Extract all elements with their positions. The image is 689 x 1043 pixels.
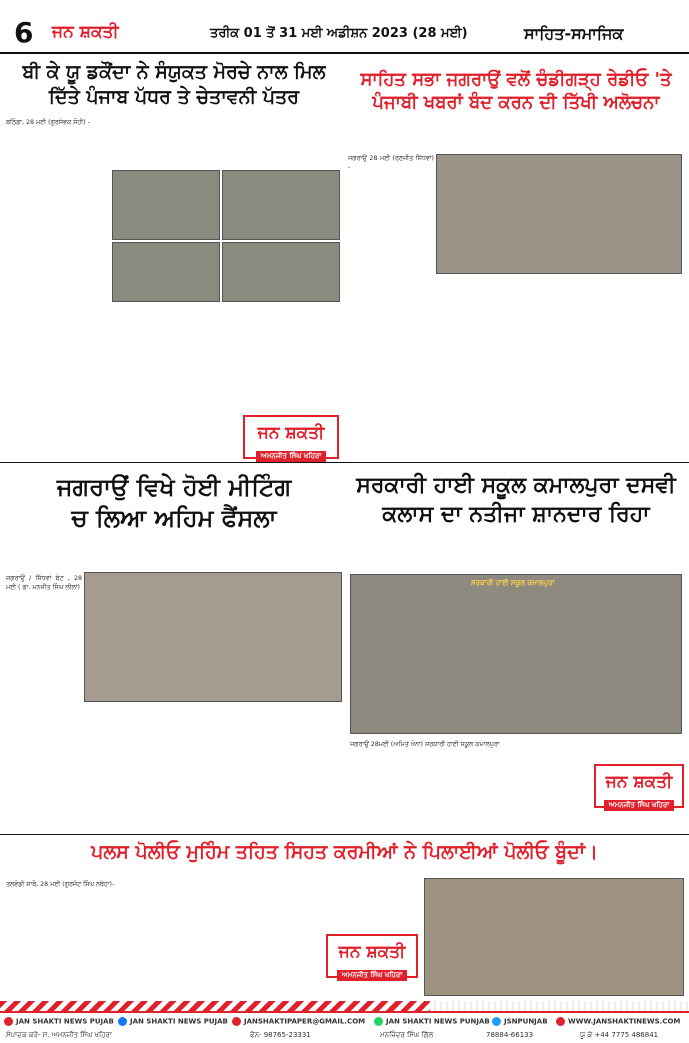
article-3-headline [4,472,344,534]
article-2-dateline: ਜਗਰਾਉਂ 28 ਮਈ (ਰਣਜੀਤ ਸਿੱਧਵਾਂ) - [348,155,434,172]
jan-shakti-badge-1 [243,415,339,459]
footer-uk-phone: ਯੂ ਕੇ +44 7775 486841 [580,1031,659,1039]
twitter-icon [492,1017,501,1026]
article-5-dateline: ਤਲਵੰਡੀ ਸਾਬੋ, 28 ਮਈ (ਗੁਰਜੰਟ ਸਿੰਘ ਨਥੇਹਾ)- [6,881,115,888]
masthead-rule [0,52,689,54]
article-5-headline: ਪਲਸ ਪੋਲੀਓ ਮੁਹਿੰਮ ਤਹਿਤ ਸਿਹਤ ਕਰਮੀਆਂ ਨੇ ਪਿਲਾਈਆਂ ਪੋਲੀਓ ਬੂੰਦਾਂ। [91,841,598,863]
divider-2 [0,834,689,835]
divider-1 [0,462,689,463]
footer [0,1011,689,1043]
article-2-headline-line1: ਸਾਹਿਤ ਸਭਾ ਜਗਰਾਉਂ ਵਲੋਂ ਚੰਡੀਗੜ੍ਹ ਰੇਡੀਓ 'ਤੇ [360,69,672,90]
article-2-photo [436,154,682,274]
badge-subtitle: ਅਮਨਜੀਤ ਸਿੰਘ ਖਹਿਰਾ [337,970,408,981]
article-1-dateline: ਬਠਿੰਡਾ, 28 ਮਈ (ਗੁਰਸੇਵਕ ਸੋਹੀ) - [6,119,90,126]
article-4-headline-line2: ਕਲਾਸ ਦਾ ਨਤੀਜਾ ਸ਼ਾਨਦਾਰ ਰਿਹਾ [382,501,650,527]
article-5-col1 [6,880,238,998]
facebook-icon [118,1017,127,1026]
footer-editor: ਸੰਪਾਦਕ ਕਰੋ- ਸ. ਅਮਨਜੀਤ ਸਿੰਘ ਖਹਿਰਾ [6,1031,112,1039]
article-3-headline-line1: ਜਗਰਾਉਂ ਵਿਖੇ ਹੋਈ ਮੀਟਿੰਗ [56,473,292,501]
jan-shakti-badge-3 [326,934,418,978]
edition-date: ਤਰੀਕ 01 ਤੋਂ 31 ਮਈ ਅਡੀਸ਼ਨ 2023 (28 ਮਈ) [210,26,468,41]
whatsapp-icon [374,1017,383,1026]
article-4-photo [350,574,682,734]
footer-manager: ਮਨਜਿੰਦਰ ਸਿੰਘ ਗਿੱਲ [380,1031,434,1039]
section-name: ਸਾਹਿਤ-ਸਮਾਜਿਕ [524,24,624,43]
article-4-headline-line1: ਸਰਕਾਰੀ ਹਾਈ ਸਕੂਲ ਕਮਾਲਪੁਰਾ ਦਸਵੀ [356,473,676,498]
footer-item-twitter[interactable]: JSNPUNJAB [492,1017,548,1026]
article-1-photo-2 [222,170,340,240]
article-3-dateline: ਜਗਰਾਉਂ / ਸਿੱਧਵਾਂ ਬੇਟ , 28 ਮਈ ( ਡਾ. ਮਨਜੀਤ ਸਿੰਘ ਲੀਲਾਂ) [6,575,82,592]
footer-pattern [430,1001,689,1011]
article-2-headline [346,68,686,115]
article-4-body [350,740,590,830]
footer-manager-phone: 78884-66133 [486,1031,534,1039]
footer-phone: ਫੋਨ- 98765-23331 [250,1031,311,1039]
badge-title: ਜਨ ਸ਼ਕਤੀ [338,942,406,962]
footer-item-website[interactable]: WWW.JANSHAKTINEWS.COM [556,1017,680,1026]
badge-title: ਜਨ ਸ਼ਕਤੀ [257,423,325,443]
page-number: 6 [14,16,34,49]
article-2-col1 [348,154,434,334]
article-1-headline-line1: ਬੀ ਕੇ ਯੂ ਡਕੌਂਦਾ ਨੇ ਸੰਯੁਕਤ ਮੋਰਚੇ ਨਾਲ ਮਿਲ [22,61,326,83]
footer-item-facebook[interactable]: JAN SHAKTI NEWS PUJAB [118,1017,228,1026]
article-4-photo-caption: ਸਰਕਾਰੀ ਹਾਈ ਸਕੂਲ ਕਮਾਲਪੁਰਾ [471,579,555,587]
badge-title: ਜਨ ਸ਼ਕਤੀ [605,772,673,792]
web-icon [556,1017,565,1026]
masthead [0,0,689,52]
article-2-body [348,338,682,458]
article-3-body [6,720,342,832]
article-3-headline-line2: ਚ ਲਿਆ ਅਹਿਮ ਫੈਂਸਲਾ [71,504,277,533]
article-1-headline [4,60,344,109]
badge-subtitle: ਅਮਨਜੀਤ ਸਿੰਘ ਖਹਿਰਾ [604,800,675,811]
article-1-headline-line2: ਦਿੱਤੇ ਪੰਜਾਬ ਪੱਧਰ ਤੇ ਚੇਤਾਵਨੀ ਪੱਤਰ [48,85,300,108]
article-4-dateline: ਜਗਰਾਉਂ 28ਮਈ (ਅਮਿਤ ਖੰਨਾ) ਸਰਕਾਰੀ ਹਾਈ ਸਕੂਲ ਕਮਾਲਪੁਰਾ [350,741,500,748]
jan-shakti-badge-2 [594,764,684,808]
footer-stripe [0,1001,430,1011]
footer-item-email[interactable]: JANSHAKTIPAPER@GMAIL.COM [232,1017,365,1026]
article-2-headline-line2: ਪੰਜਾਬੀ ਖਬਰਾਂ ਬੰਦ ਕਰਨ ਦੀ ਤਿੱਖੀ ਅਲੋਚਨਾ [372,92,660,114]
article-4-headline [346,472,686,529]
article-1-photo-1 [112,170,220,240]
mail-icon [232,1017,241,1026]
logo: ਜਨ ਸ਼ਕਤੀ [52,22,119,42]
article-1-col1 [6,118,110,348]
footer-item-whatsapp[interactable]: JAN SHAKTI NEWS PUNJAB [374,1017,490,1026]
article-3-photo [84,572,342,702]
badge-subtitle: ਅਮਨਜੀਤ ਸਿੰਘ ਖਹਿਰਾ [256,451,327,462]
article-1-photo-4 [222,242,340,302]
youtube-icon [4,1017,13,1026]
article-1-photo-3 [112,242,220,302]
article-3-col1 [6,574,82,714]
article-5-photo [424,878,684,996]
footer-item-youtube[interactable]: JAN SHAKTI NEWS PUJAB [4,1017,114,1026]
